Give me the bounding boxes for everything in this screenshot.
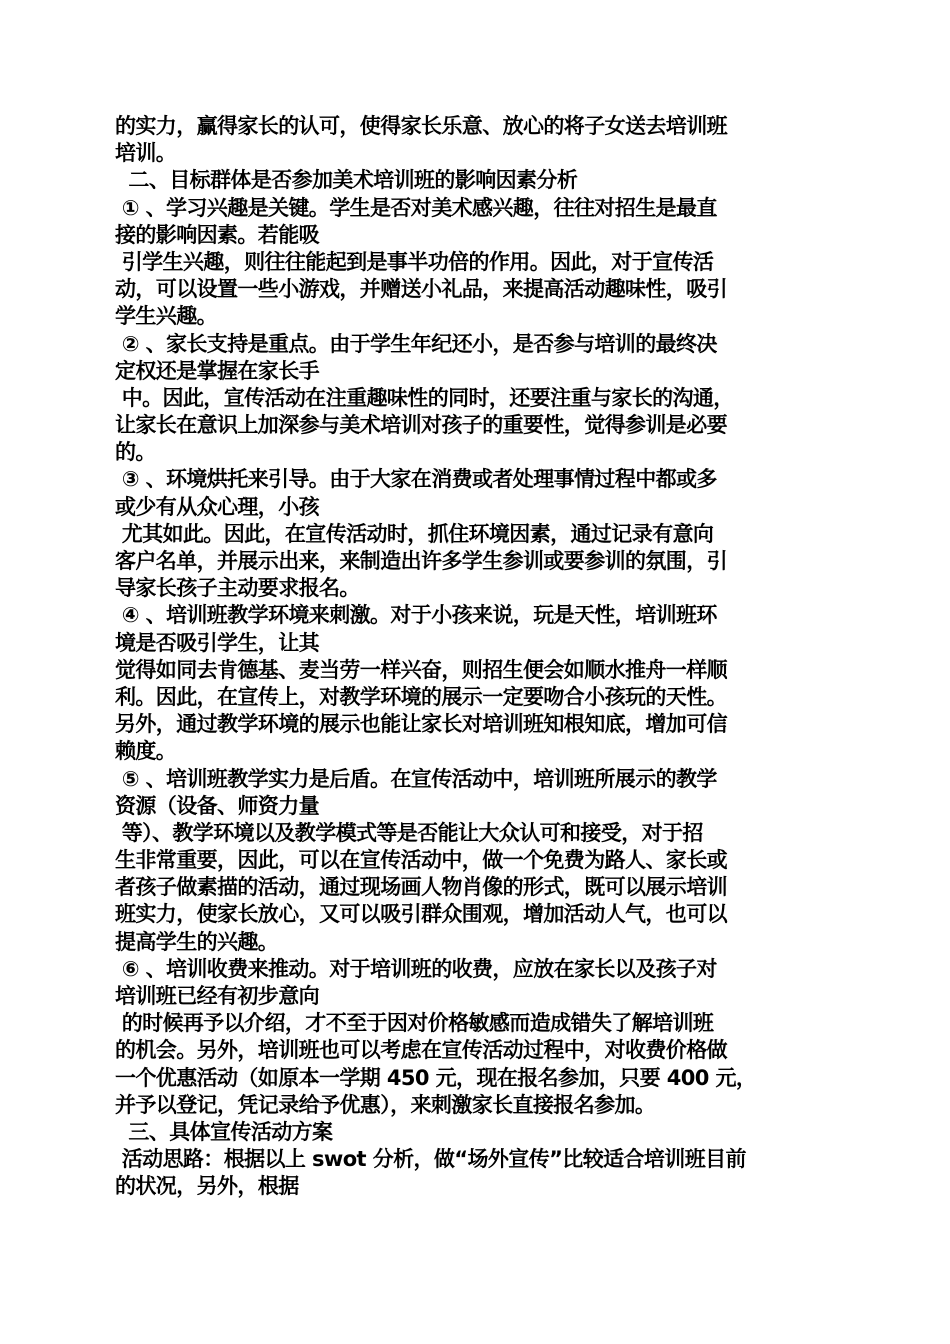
text-line: 觉得如同去肯德基、麦当劳一样兴奋，则招生便会如顺水推舟一样顺 bbox=[115, 657, 727, 682]
text-line: 让家长在意识上加深参与美术培训对孩子的重要性，觉得参训是必要 bbox=[115, 413, 727, 438]
text-line: 学生兴趣。 bbox=[115, 304, 217, 329]
text-line: 的机会。另外，培训班也可以考虑在宣传活动过程中，对收费价格做 bbox=[115, 1038, 727, 1063]
text-line: ① 、学习兴趣是关键。学生是否对美术感兴趣，往往对招生是最直 bbox=[115, 195, 717, 220]
text-line: 等）、教学环境以及教学模式等是否能让大众认可和接受，对于招 bbox=[115, 820, 703, 845]
text-line: 活动思路：根据以上 swot 分析，做“场外宣传”比较适合培训班目前 bbox=[115, 1147, 746, 1172]
text-line: 的实力，赢得家长的认可，使得家长乐意、放心的将子女送去培训班 bbox=[115, 114, 727, 138]
text-line: 提高学生的兴趣。 bbox=[115, 929, 279, 954]
text-line: 资源（设备、师资力量 bbox=[115, 793, 319, 818]
text-line: 培训。 bbox=[115, 141, 177, 166]
text-line: ⑥ 、培训收费来推动。对于培训班的收费，应放在家长以及孩子对 bbox=[115, 956, 717, 981]
text-line: 客户名单，并展示出来，来制造出许多学生参训或要参训的氛围，引 bbox=[115, 549, 727, 573]
text-line: 动，可以设置一些小游戏，并赠送小礼品，来提高活动趣味性，吸引 bbox=[115, 277, 727, 302]
text-line: ③ 、环境烘托来引导。由于大家在消费或者处理事情过程中都或多 bbox=[115, 467, 717, 492]
text-line: 的。 bbox=[115, 440, 156, 465]
text-line: 或少有从众心理，小孩 bbox=[115, 494, 319, 519]
text-line: 的时候再予以介绍，才不至于因对价格敏感而造成错失了解培训班 bbox=[115, 1011, 714, 1036]
text-line: 班实力，使家长放心，又可以吸引群众围观，增加活动人气，也可以 bbox=[115, 902, 727, 927]
text-line: ② 、家长支持是重点。由于学生年纪还小，是否参与培训的最终决 bbox=[115, 331, 717, 356]
text-line: 境是否吸引学生，让其 bbox=[115, 630, 319, 655]
text-line: 定权还是掌握在家长手 bbox=[115, 358, 319, 383]
text-line: 利。因此，在宣传上，对教学环境的展示一定要吻合小孩玩的天性。 bbox=[115, 684, 727, 709]
text-line: 导家长孩子主动要求报名。 bbox=[115, 576, 360, 601]
text-line: 中。因此，宣传活动在注重趣味性的同时，还要注重与家长的沟通， bbox=[115, 385, 734, 410]
text-line: 另外，通过教学环境的展示也能让家长对培训班知根知底，增加可信 bbox=[115, 712, 727, 737]
text-line: 一个优惠活动（如原本一学期 450 元，现在报名参加，只要 400 元， bbox=[115, 1065, 757, 1090]
text-line: 生非常重要，因此，可以在宣传活动中，做一个免费为路人、家长或 bbox=[115, 848, 727, 873]
text-line: 培训班已经有初步意向 bbox=[115, 984, 319, 1008]
text-line: ④ 、培训班教学环境来刺激。对于小孩来说，玩是天性，培训班环 bbox=[115, 603, 717, 628]
text-line: 的状况，另外，根据 bbox=[115, 1174, 299, 1199]
text-line: 尤其如此。因此，在宣传活动时，抓住环境因素，通过记录有意向 bbox=[115, 521, 714, 546]
section-heading: 二、目标群体是否参加美术培训班的影响因素分析 bbox=[115, 168, 578, 193]
text-line: 者孩子做素描的活动，通过现场画人物肖像的形式，既可以展示培训 bbox=[115, 875, 727, 900]
text-line: ⑤ 、培训班教学实力是后盾。在宣传活动中，培训班所展示的教学 bbox=[115, 766, 717, 791]
section-heading: 三、具体宣传活动方案 bbox=[115, 1119, 333, 1144]
text-line: 接的影响因素。若能吸 bbox=[115, 222, 319, 247]
text-line: 赖度。 bbox=[115, 739, 177, 764]
text-line: 并予以登记，凭记录给予优惠），来刺激家长直接报名参加。 bbox=[115, 1092, 656, 1117]
text-line: 引学生兴趣，则往往能起到是事半功倍的作用。因此，对于宣传活 bbox=[115, 249, 714, 274]
document-body bbox=[115, 113, 837, 1201]
